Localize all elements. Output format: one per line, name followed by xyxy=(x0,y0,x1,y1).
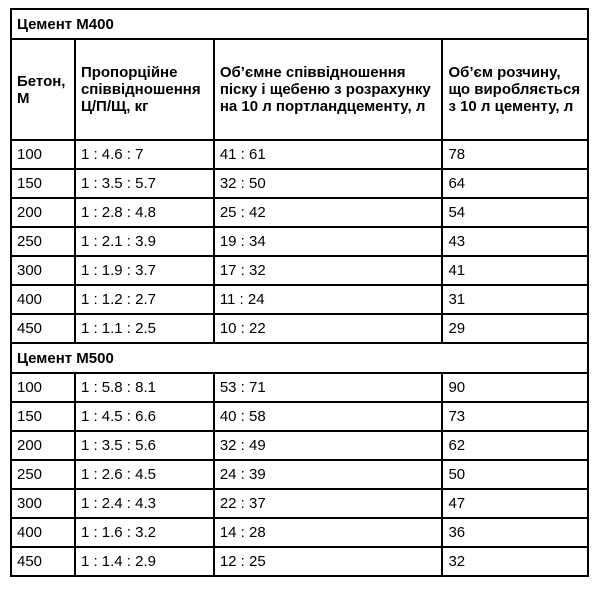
table-row xyxy=(11,518,588,547)
table-body xyxy=(11,9,588,576)
cell-volume-ratio: 11 : 24 xyxy=(214,285,443,314)
cell-grade: 150 xyxy=(11,169,75,198)
cell-proportion: 1 : 4.5 : 6.6 xyxy=(75,402,214,431)
cell-volume-ratio: 24 : 39 xyxy=(214,460,443,489)
cell-grade: 150 xyxy=(11,402,75,431)
cell-output-volume: 43 xyxy=(442,227,588,256)
section-header-m500 xyxy=(11,343,588,373)
table-row xyxy=(11,256,588,285)
section-title: Цемент М400 xyxy=(11,9,588,39)
cell-output-volume: 31 xyxy=(442,285,588,314)
cell-grade: 400 xyxy=(11,285,75,314)
cell-proportion: 1 : 2.6 : 4.5 xyxy=(75,460,214,489)
cell-grade: 200 xyxy=(11,431,75,460)
cell-volume-ratio: 17 : 32 xyxy=(214,256,443,285)
cell-volume-ratio: 41 : 61 xyxy=(214,140,443,169)
cell-proportion: 1 : 3.5 : 5.6 xyxy=(75,431,214,460)
table-row xyxy=(11,489,588,518)
cell-proportion: 1 : 2.8 : 4.8 xyxy=(75,198,214,227)
table-row xyxy=(11,169,588,198)
cell-grade: 300 xyxy=(11,256,75,285)
cell-volume-ratio: 25 : 42 xyxy=(214,198,443,227)
cell-output-volume: 78 xyxy=(442,140,588,169)
column-header-row xyxy=(11,39,588,140)
table-row xyxy=(11,431,588,460)
cell-volume-ratio: 14 : 28 xyxy=(214,518,443,547)
cell-volume-ratio: 40 : 58 xyxy=(214,402,443,431)
cell-output-volume: 73 xyxy=(442,402,588,431)
cell-proportion: 1 : 1.2 : 2.7 xyxy=(75,285,214,314)
table-row xyxy=(11,140,588,169)
table-row xyxy=(11,227,588,256)
cell-grade: 100 xyxy=(11,373,75,402)
table-row xyxy=(11,460,588,489)
cell-volume-ratio: 19 : 34 xyxy=(214,227,443,256)
cell-output-volume: 54 xyxy=(442,198,588,227)
cell-volume-ratio: 22 : 37 xyxy=(214,489,443,518)
cell-volume-ratio: 10 : 22 xyxy=(214,314,443,343)
column-header-grade: Бетон, М xyxy=(11,39,75,140)
cell-proportion: 1 : 1.9 : 3.7 xyxy=(75,256,214,285)
cell-grade: 250 xyxy=(11,460,75,489)
table-row xyxy=(11,314,588,343)
table-row xyxy=(11,373,588,402)
cell-proportion: 1 : 2.4 : 4.3 xyxy=(75,489,214,518)
column-header-volume-ratio: Об’ємне співвідношення піску і щебеню з розрахунку на 10 л портландцементу, л xyxy=(214,39,443,140)
cell-proportion: 1 : 4.6 : 7 xyxy=(75,140,214,169)
section-title: Цемент М500 xyxy=(11,343,588,373)
cell-grade: 400 xyxy=(11,518,75,547)
cell-grade: 450 xyxy=(11,547,75,576)
cell-grade: 200 xyxy=(11,198,75,227)
cell-output-volume: 62 xyxy=(442,431,588,460)
table-row xyxy=(11,402,588,431)
cell-output-volume: 29 xyxy=(442,314,588,343)
table-row xyxy=(11,285,588,314)
cell-output-volume: 32 xyxy=(442,547,588,576)
cell-proportion: 1 : 1.4 : 2.9 xyxy=(75,547,214,576)
section-header-m400 xyxy=(11,9,588,39)
cell-proportion: 1 : 1.1 : 2.5 xyxy=(75,314,214,343)
column-header-output-volume: Об’єм розчину, що виробляється з 10 л цементу, л xyxy=(442,39,588,140)
cell-volume-ratio: 32 : 49 xyxy=(214,431,443,460)
cell-output-volume: 64 xyxy=(442,169,588,198)
table-row xyxy=(11,547,588,576)
cell-grade: 450 xyxy=(11,314,75,343)
cell-volume-ratio: 12 : 25 xyxy=(214,547,443,576)
cell-output-volume: 90 xyxy=(442,373,588,402)
table-row xyxy=(11,198,588,227)
cell-proportion: 1 : 3.5 : 5.7 xyxy=(75,169,214,198)
cell-output-volume: 50 xyxy=(442,460,588,489)
cell-proportion: 1 : 2.1 : 3.9 xyxy=(75,227,214,256)
column-header-proportion: Пропорційне співвідношення Ц/П/Щ, кг xyxy=(75,39,214,140)
cell-proportion: 1 : 1.6 : 3.2 xyxy=(75,518,214,547)
cell-output-volume: 36 xyxy=(442,518,588,547)
concrete-mix-table xyxy=(10,8,589,577)
cell-grade: 300 xyxy=(11,489,75,518)
cell-grade: 100 xyxy=(11,140,75,169)
cell-volume-ratio: 32 : 50 xyxy=(214,169,443,198)
cell-volume-ratio: 53 : 71 xyxy=(214,373,443,402)
cell-output-volume: 41 xyxy=(442,256,588,285)
cell-output-volume: 47 xyxy=(442,489,588,518)
cell-proportion: 1 : 5.8 : 8.1 xyxy=(75,373,214,402)
cell-grade: 250 xyxy=(11,227,75,256)
